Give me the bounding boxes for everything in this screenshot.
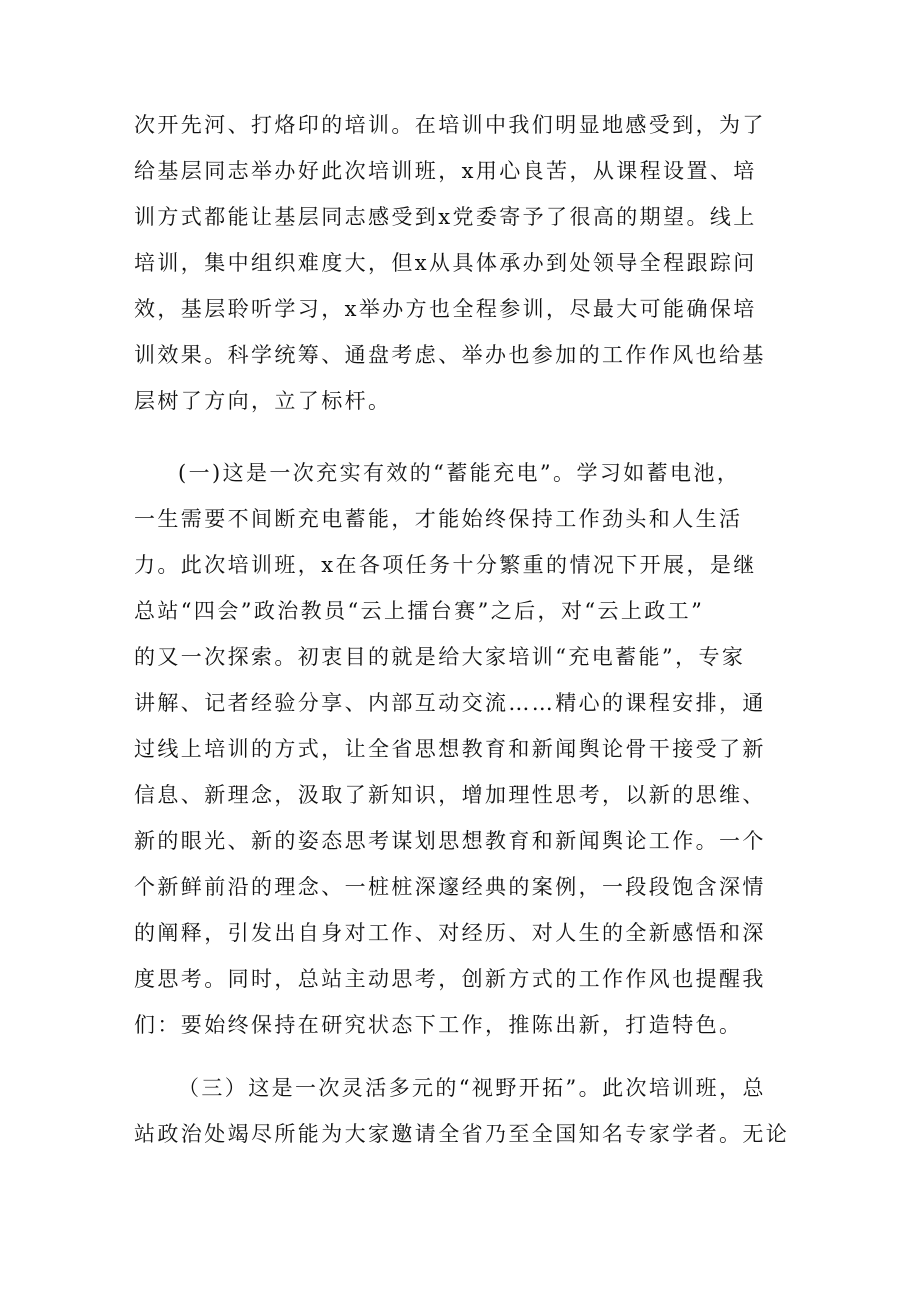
text-line: 训效果。科学统筹、通盘考虑、举办也参加的工作作风也给基 bbox=[134, 343, 766, 367]
text-line: （三）这是一次灵活多元的“视野开拓”。此次培训班，总 bbox=[178, 1076, 766, 1100]
text-line: 讲解、记者经验分享、内部互动交流……精心的课程安排，通 bbox=[134, 691, 766, 715]
text-line: 给基层同志举办好此次培训班，x用心良苦，从课程设置、培 bbox=[134, 159, 757, 183]
text-line: 信息、新理念，汲取了新知识，增加理性思考，以新的思维、 bbox=[134, 783, 766, 807]
paragraph-3 bbox=[134, 1065, 790, 1157]
text-line: 的阐释，引发出自身对工作、对经历、对人生的全新感悟和深 bbox=[134, 921, 766, 945]
text-line: 训方式都能让基层同志感受到x党委寄予了很高的期望。线上 bbox=[134, 205, 757, 229]
text-line: 层树了方向，立了标杆。 bbox=[134, 389, 392, 413]
paragraph-2 bbox=[134, 450, 774, 1048]
text-line: 一生需要不间断充电蓄能，才能始终保持工作劲头和人生活 bbox=[134, 507, 743, 531]
text-line: 培训，集中组织难度大，但x从具体承办到处领导全程跟踪问 bbox=[134, 251, 757, 275]
text-line: 的又一次探索。初衷目的就是给大家培训“充电蓄能”，专家 bbox=[134, 645, 746, 669]
text-line: 总站“四会”政治教员“云上擂台赛”之后，对“云上政工” bbox=[134, 599, 705, 623]
text-line: (一)这是一次充实有效的“蓄能充电”。学习如蓄电池， bbox=[178, 461, 741, 485]
text-line: 新的眼光、新的姿态思考谋划思想教育和新闻舆论工作。一个 bbox=[134, 829, 766, 853]
text-line: 度思考。同时，总站主动思考，创新方式的工作作风也提醒我 bbox=[134, 967, 766, 991]
text-line: 个新鲜前沿的理念、一桩桩深邃经典的案例，一段段饱含深情 bbox=[134, 875, 766, 899]
text-line: 们：要始终保持在研究状态下工作，推陈出新，打造特色。 bbox=[134, 1013, 743, 1037]
text-line: 过线上培训的方式，让全省思想教育和新闻舆论骨干接受了新 bbox=[134, 737, 766, 761]
text-line: 次开先河、打烙印的培训。在培训中我们明显地感受到，为了 bbox=[134, 113, 766, 137]
paragraph-1 bbox=[134, 102, 774, 424]
text-line: 力。此次培训班，x在各项任务十分繁重的情况下开展，是继 bbox=[134, 553, 757, 577]
text-line: 站政治处竭尽所能为大家邀请全省乃至全国知名专家学者。无论 bbox=[134, 1122, 790, 1146]
text-line: 效，基层聆听学习，x举办方也全程参训，尽最大可能确保培 bbox=[134, 297, 757, 321]
